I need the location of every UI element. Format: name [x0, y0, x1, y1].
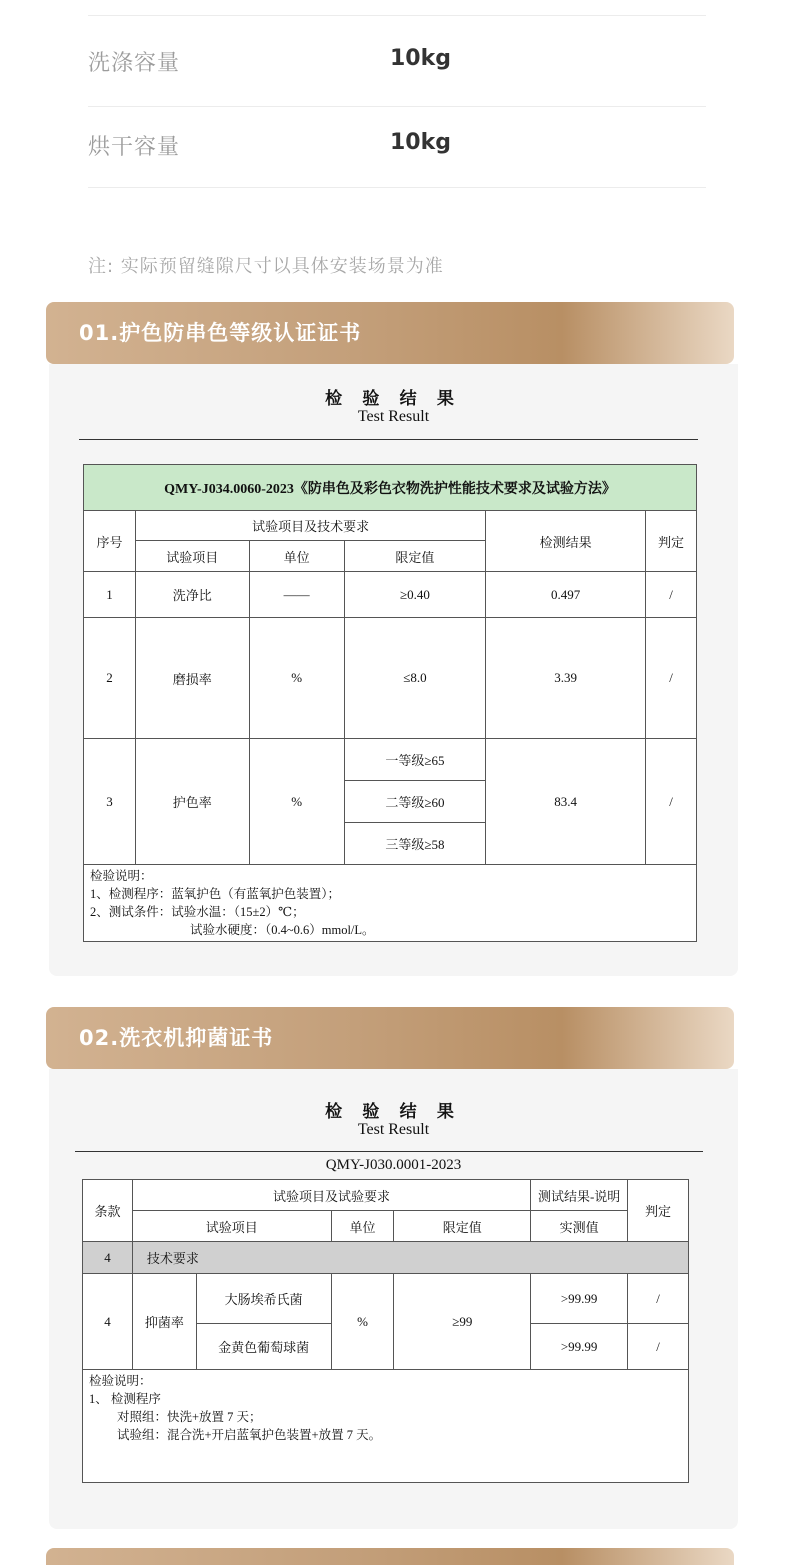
- cell-limit: ≤8.0: [344, 618, 486, 739]
- col-group: 试验项目及技术要求: [135, 511, 485, 541]
- table-row: [83, 1242, 689, 1274]
- col-item: 试验项目: [132, 1211, 331, 1242]
- spec-label: 洗涤容量: [88, 51, 181, 76]
- spec-value: 10kg: [390, 130, 451, 155]
- cell-measured: >99.99: [531, 1324, 628, 1370]
- test-notes: [84, 865, 697, 942]
- cell-unit: %: [249, 739, 344, 865]
- col-unit: 单位: [249, 541, 344, 572]
- section-header-antibacterial: 02.洗衣机抑菌证书: [46, 1007, 734, 1069]
- certificate-card-color-protection: [49, 364, 738, 976]
- note-line: 2、测试条件：试验水温：（15±2）℃；: [90, 905, 305, 919]
- cell-item: 磨损率: [135, 618, 249, 739]
- section-header-next: [46, 1548, 734, 1565]
- standard-title: QMY-J034.0060-2023《防串色及彩色衣物洗护性能技术要求及试验方法》: [84, 465, 697, 511]
- cell-limit-grade1: 一等级≥65: [344, 739, 486, 781]
- cell-no: 1: [84, 572, 136, 618]
- cell-result: 83.4: [486, 739, 646, 865]
- spec-label: 烘干容量: [88, 135, 181, 160]
- cell-measured: >99.99: [531, 1274, 628, 1324]
- cell-judge: /: [646, 739, 697, 865]
- cell-item: 护色率: [135, 739, 249, 865]
- cell-judge: /: [628, 1324, 689, 1370]
- note-line: 1、检测程序：蓝氧护色（有蓝氧护色装置）；: [90, 887, 341, 901]
- cell-limit: ≥0.40: [344, 572, 486, 618]
- standard-code: QMY-J030.0001-2023: [325, 1157, 462, 1173]
- cell-unit: %: [331, 1274, 394, 1370]
- cell-judge: /: [646, 572, 697, 618]
- col-no: 序号: [84, 511, 136, 572]
- cell-tech-label: 技术要求: [132, 1242, 688, 1274]
- spec-value: 10kg: [390, 46, 451, 71]
- cell-item: 抑菌率: [132, 1274, 196, 1370]
- cell-unit: %: [249, 618, 344, 739]
- section-header-color-protection: 01.护色防串色等级认证证书: [46, 302, 734, 364]
- cell-unit: ——: [249, 572, 344, 618]
- cell-clause: 4: [83, 1242, 133, 1274]
- certificate-card-antibacterial: [49, 1069, 738, 1529]
- result-subtitle: Test Result: [357, 1121, 430, 1138]
- divider: [75, 1151, 703, 1152]
- cell-no: 3: [84, 739, 136, 865]
- col-result: 检测结果: [486, 511, 646, 572]
- test-result-table: [83, 464, 697, 942]
- spec-row-dry: [88, 106, 706, 188]
- col-item: 试验项目: [135, 541, 249, 572]
- col-result-group: 测试结果-说明: [531, 1180, 628, 1211]
- cell-bacteria: 大肠埃希氏菌: [196, 1274, 331, 1324]
- result-title: 检 验 结 果: [325, 1102, 462, 1121]
- col-limit: 限定值: [344, 541, 486, 572]
- cell-judge: /: [628, 1274, 689, 1324]
- table-row: [84, 572, 697, 618]
- result-subtitle: Test Result: [357, 408, 430, 425]
- spec-row-wash: [88, 15, 706, 107]
- col-group: 试验项目及试验要求: [132, 1180, 530, 1211]
- cell-result: 0.497: [486, 572, 646, 618]
- cell-limit-grade2: 二等级≥60: [344, 781, 486, 823]
- col-judge: 判定: [646, 511, 697, 572]
- cell-item: 洗净比: [135, 572, 249, 618]
- note-line: 对照组：快洗+放置 7 天；: [117, 1410, 262, 1424]
- note-line: 检验说明：: [90, 869, 153, 883]
- col-judge: 判定: [628, 1180, 689, 1242]
- table-row: [84, 618, 697, 739]
- test-notes: [83, 1370, 689, 1483]
- install-note: 注: 实际预留缝隙尺寸以具体安装场景为准: [88, 256, 444, 277]
- note-line: 试验组：混合洗+开启蓝氧护色装置+放置 7 天。: [117, 1428, 382, 1442]
- note-line: 1、 检测程序: [89, 1392, 161, 1406]
- divider: [79, 439, 698, 440]
- col-clause: 条款: [83, 1180, 133, 1242]
- table-row: [84, 739, 697, 781]
- cell-no: 2: [84, 618, 136, 739]
- col-limit: 限定值: [394, 1211, 531, 1242]
- cell-result: 3.39: [486, 618, 646, 739]
- cell-limit-grade3: 三等级≥58: [344, 823, 486, 865]
- col-measured: 实测值: [531, 1211, 628, 1242]
- cell-bacteria: 金黄色葡萄球菌: [196, 1324, 331, 1370]
- table-row: [83, 1274, 689, 1324]
- cell-limit: ≥99: [394, 1274, 531, 1370]
- cell-judge: /: [646, 618, 697, 739]
- cell-clause: 4: [83, 1274, 133, 1370]
- col-unit: 单位: [331, 1211, 394, 1242]
- result-title: 检 验 结 果: [325, 389, 462, 408]
- note-line: 检验说明：: [89, 1374, 152, 1388]
- test-result-table: [82, 1179, 689, 1483]
- note-line: 试验水硬度：（0.4~0.6）mmol/L。: [190, 923, 375, 937]
